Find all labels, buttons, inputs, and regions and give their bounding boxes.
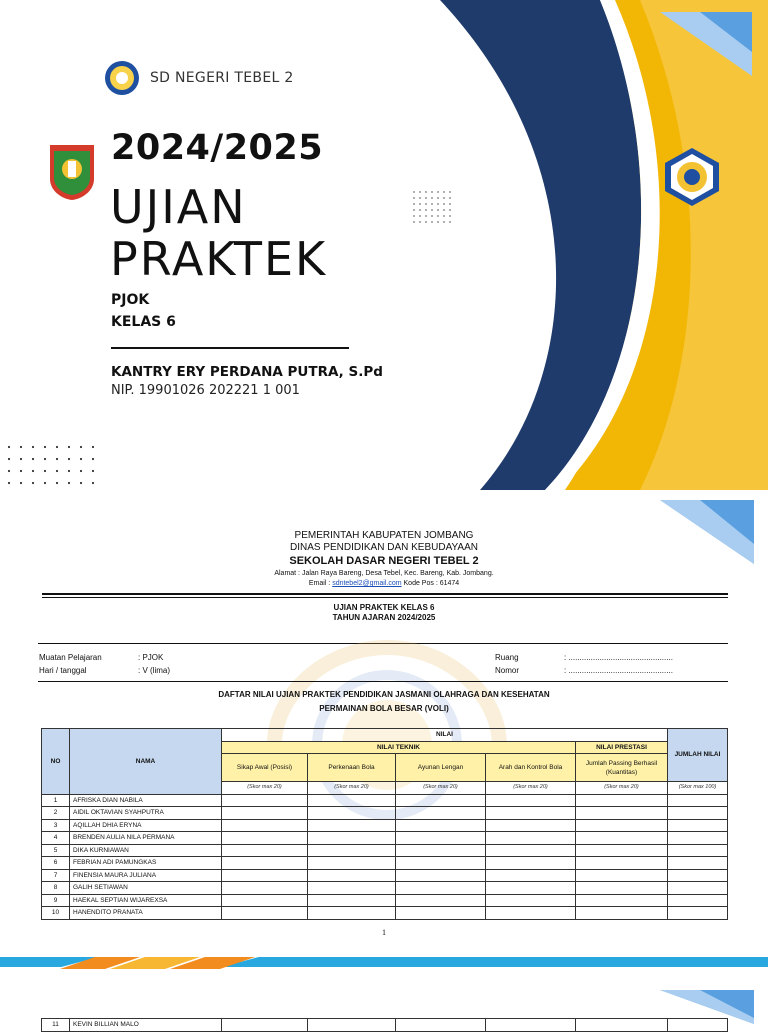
score-cell bbox=[308, 1019, 396, 1032]
cover-title-line2: PRAKTEK bbox=[110, 232, 328, 286]
decor-dots-lower bbox=[6, 444, 98, 488]
table-row bbox=[42, 907, 728, 920]
score-cell bbox=[222, 794, 308, 807]
score-cell bbox=[308, 844, 396, 857]
total-cell bbox=[668, 794, 728, 807]
score-cell bbox=[396, 882, 486, 895]
score-list-title: DAFTAR NILAI UJIAN PRAKTEK PENDIDIKAN JASMANI OLAHRAGA DAN KESEHATAN bbox=[218, 690, 550, 699]
score-cell bbox=[576, 882, 668, 895]
total-cell bbox=[668, 807, 728, 820]
row-name: HANENDITO PRANATA bbox=[70, 907, 222, 920]
row-name: FINENSIA MAURA JULIANA bbox=[70, 869, 222, 882]
page-number: 1 bbox=[382, 928, 386, 937]
cover-teacher: KANTRY ERY PERDANA PUTRA, S.Pd bbox=[111, 364, 383, 380]
school-seal-icon bbox=[662, 147, 722, 207]
score-cell bbox=[486, 857, 576, 870]
row-no: 5 bbox=[42, 844, 70, 857]
total-cell bbox=[668, 1019, 728, 1032]
header-nilai: NILAI bbox=[222, 729, 668, 742]
score-cell bbox=[576, 832, 668, 845]
row-name: GALIH SETIAWAN bbox=[70, 882, 222, 895]
max-score-1: (Skor max 20) bbox=[222, 782, 308, 795]
score-table-body bbox=[42, 794, 728, 919]
row-name: BRENDEN AULIA NILA PERMANA bbox=[70, 832, 222, 845]
score-cell bbox=[308, 869, 396, 882]
table-row bbox=[42, 857, 728, 870]
score-cell bbox=[396, 832, 486, 845]
number-value: : ............................................... bbox=[564, 666, 673, 675]
school-header bbox=[104, 60, 294, 96]
subject-value: : PJOK bbox=[138, 653, 164, 662]
row-no: 4 bbox=[42, 832, 70, 845]
score-cell bbox=[486, 882, 576, 895]
cover-title-line1: UJIAN bbox=[110, 180, 247, 234]
total-cell bbox=[668, 844, 728, 857]
score-cell bbox=[486, 869, 576, 882]
email-link[interactable]: sdntebel2@gmail.com bbox=[332, 580, 402, 587]
total-cell bbox=[668, 907, 728, 920]
info-rule-bottom bbox=[38, 681, 728, 682]
header-perkenaan-bola: Perkenaan Bola bbox=[308, 754, 396, 782]
table-row bbox=[42, 794, 728, 807]
score-cell bbox=[308, 832, 396, 845]
cover-class: KELAS 6 bbox=[111, 314, 176, 330]
score-cell bbox=[222, 807, 308, 820]
score-cell bbox=[222, 844, 308, 857]
score-cell bbox=[396, 844, 486, 857]
score-sheet-page bbox=[0, 490, 768, 1024]
score-cell bbox=[222, 907, 308, 920]
max-score-5: (Skor max 20) bbox=[576, 782, 668, 795]
letterhead-school: SEKOLAH DASAR NEGERI TEBEL 2 bbox=[289, 555, 479, 567]
score-cell bbox=[576, 819, 668, 832]
max-score-3: (Skor max 20) bbox=[396, 782, 486, 795]
score-cell bbox=[308, 882, 396, 895]
score-cell bbox=[576, 869, 668, 882]
score-cell bbox=[396, 819, 486, 832]
cover-subject: PJOK bbox=[111, 292, 150, 308]
row-no: 3 bbox=[42, 819, 70, 832]
row-no: 10 bbox=[42, 907, 70, 920]
score-cell bbox=[576, 1019, 668, 1032]
score-cell bbox=[576, 807, 668, 820]
score-cell bbox=[222, 1019, 308, 1032]
kabupaten-emblem-icon bbox=[48, 143, 96, 201]
max-score-4: (Skor max 20) bbox=[486, 782, 576, 795]
score-cell bbox=[396, 857, 486, 870]
letterhead-rule-thin bbox=[42, 597, 728, 598]
total-cell bbox=[668, 882, 728, 895]
table-row bbox=[42, 844, 728, 857]
cover-nip: NIP. 19901026 202221 1 001 bbox=[111, 383, 300, 398]
table-row bbox=[42, 882, 728, 895]
score-cell bbox=[308, 907, 396, 920]
score-list-subtitle: PERMAINAN BOLA BESAR (VOLI) bbox=[319, 704, 449, 713]
score-cell bbox=[222, 882, 308, 895]
decor-dots-upper bbox=[412, 190, 452, 230]
table-row bbox=[42, 1019, 728, 1032]
date-value: : V (lima) bbox=[138, 666, 170, 675]
row-name: DIKA KURNIAWAN bbox=[70, 844, 222, 857]
cover-divider bbox=[111, 347, 349, 349]
row-name: AFRISKA DIAN NABILA bbox=[70, 794, 222, 807]
score-cell bbox=[396, 907, 486, 920]
header-jumlah: JUMLAH NILAI bbox=[668, 729, 728, 782]
table-row bbox=[42, 869, 728, 882]
number-label: Nomor bbox=[495, 666, 520, 675]
letterhead-contact bbox=[0, 580, 768, 587]
room-value: : ............................................... bbox=[564, 653, 673, 662]
score-cell bbox=[486, 832, 576, 845]
room-label: Ruang bbox=[495, 653, 519, 662]
score-cell bbox=[396, 894, 486, 907]
next-page bbox=[0, 990, 768, 1029]
date-label: Hari / tanggal bbox=[39, 666, 87, 675]
score-cell bbox=[486, 807, 576, 820]
table-row bbox=[42, 807, 728, 820]
row-name: AQILLAH DHIA ERYNA bbox=[70, 819, 222, 832]
postcode: Kode Pos : 61474 bbox=[403, 580, 460, 587]
row-no: 11 bbox=[42, 1019, 70, 1032]
score-cell bbox=[396, 1019, 486, 1032]
total-cell bbox=[668, 832, 728, 845]
email-label: Email : bbox=[308, 580, 331, 587]
header-no: NO bbox=[42, 729, 70, 795]
header-prestasi: NILAI PRESTASI bbox=[576, 741, 668, 754]
total-cell bbox=[668, 819, 728, 832]
row-no: 2 bbox=[42, 807, 70, 820]
school-name: SD NEGERI TEBEL 2 bbox=[150, 70, 294, 86]
score-cell bbox=[576, 894, 668, 907]
score-cell bbox=[222, 857, 308, 870]
row-no: 1 bbox=[42, 794, 70, 807]
total-cell bbox=[668, 869, 728, 882]
row-no: 6 bbox=[42, 857, 70, 870]
score-cell bbox=[222, 869, 308, 882]
row-no: 8 bbox=[42, 882, 70, 895]
letterhead-rule-thick bbox=[42, 593, 728, 595]
score-cell bbox=[486, 844, 576, 857]
score-cell bbox=[486, 907, 576, 920]
row-name: FEBRIAN ADI PAMUNGKAS bbox=[70, 857, 222, 870]
letterhead-address: Alamat : Jalan Raya Bareng, Desa Tebel, Kec. Bareng, Kab. Jombang. bbox=[274, 570, 494, 577]
score-cell bbox=[222, 819, 308, 832]
score-cell bbox=[576, 857, 668, 870]
max-score-total: (Skor max 100) bbox=[668, 782, 728, 795]
row-name: HAEKAL SEPTIAN WIJAREXSA bbox=[70, 894, 222, 907]
score-cell bbox=[486, 1019, 576, 1032]
score-cell bbox=[576, 844, 668, 857]
header-jumlah-passing: Jumlah Passing Berhasil (Kuantitas) bbox=[576, 754, 668, 782]
school-logo-icon bbox=[104, 60, 140, 96]
subject-label: Muatan Pelajaran bbox=[39, 653, 102, 662]
letterhead-department: DINAS PENDIDIKAN DAN KEBUDAYAAN bbox=[289, 542, 478, 553]
footer-band bbox=[0, 954, 768, 970]
score-cell bbox=[486, 819, 576, 832]
max-score-2: (Skor max 20) bbox=[308, 782, 396, 795]
row-no: 7 bbox=[42, 869, 70, 882]
score-cell bbox=[308, 807, 396, 820]
score-cell bbox=[308, 819, 396, 832]
header-sikap-awal: Sikap Awal (Posisi) bbox=[222, 754, 308, 782]
header-arah-kontrol: Arah dan Kontrol Bola bbox=[486, 754, 576, 782]
score-cell bbox=[308, 857, 396, 870]
score-cell bbox=[576, 907, 668, 920]
cover-year: 2024/2025 bbox=[111, 128, 324, 168]
letterhead-government: PEMERINTAH KABUPATEN JOMBANG bbox=[294, 530, 474, 541]
score-cell bbox=[486, 794, 576, 807]
row-name: KEVIN BILLIAN MALO bbox=[70, 1019, 222, 1032]
total-cell bbox=[668, 894, 728, 907]
score-cell bbox=[222, 894, 308, 907]
score-cell bbox=[396, 869, 486, 882]
table-row bbox=[42, 894, 728, 907]
exam-title: UJIAN PRAKTEK KELAS 6 bbox=[333, 603, 435, 612]
header-name: NAMA bbox=[70, 729, 222, 795]
total-cell bbox=[668, 857, 728, 870]
header-ayunan-lengan: Ayunan Lengan bbox=[396, 754, 486, 782]
cover-page bbox=[0, 0, 768, 490]
score-table-continued bbox=[41, 1018, 728, 1032]
score-cell bbox=[308, 894, 396, 907]
score-cell bbox=[222, 832, 308, 845]
row-no: 9 bbox=[42, 894, 70, 907]
score-cell bbox=[486, 894, 576, 907]
table-row bbox=[42, 832, 728, 845]
header-teknik: NILAI TEKNIK bbox=[222, 741, 576, 754]
exam-year: TAHUN AJARAN 2024/2025 bbox=[332, 613, 436, 622]
score-table bbox=[41, 728, 728, 920]
table-row bbox=[42, 819, 728, 832]
score-cell bbox=[576, 794, 668, 807]
score-cell bbox=[396, 794, 486, 807]
row-name: AIDIL OKTAVIAN SYAHPUTRA bbox=[70, 807, 222, 820]
score-cell bbox=[308, 794, 396, 807]
score-cell bbox=[396, 807, 486, 820]
